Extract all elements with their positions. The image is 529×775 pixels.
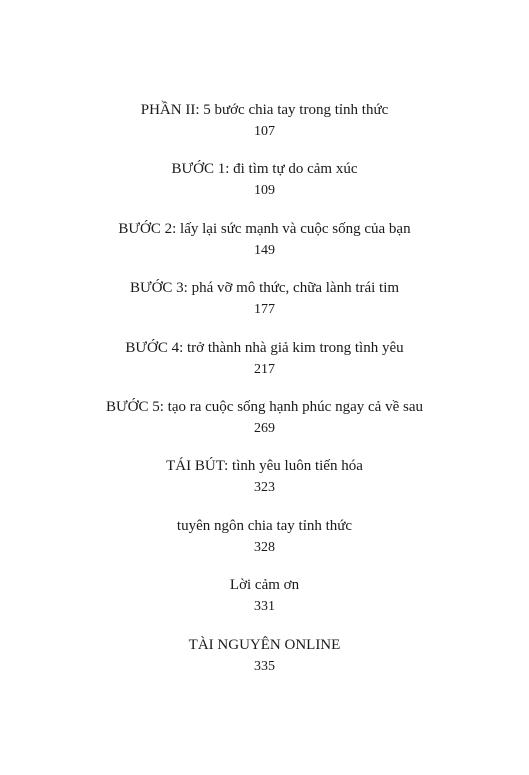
toc-entry-page: 177 <box>254 302 275 318</box>
toc-entry-title: BƯỚC 4: trở thành nhà giả kim trong tình yêu <box>125 339 404 356</box>
toc-entry <box>0 100 529 159</box>
toc-entry-title: TÁI BÚT: tình yêu luôn tiến hóa <box>166 458 363 475</box>
toc-entry <box>0 278 529 337</box>
toc-entry-title: BƯỚC 2: lấy lại sức mạnh và cuộc sống của bạn <box>118 220 411 237</box>
toc-entry-page: 331 <box>254 599 275 615</box>
toc-entry <box>0 219 529 278</box>
toc-entry-page: 328 <box>254 539 275 555</box>
toc-entry <box>0 338 529 397</box>
toc-entry-title: PHẦN II: 5 bước chia tay trong tỉnh thức <box>140 102 389 118</box>
toc-entry-page: 109 <box>254 183 275 199</box>
toc-entry-page: 149 <box>254 242 275 258</box>
toc-entry-page: 269 <box>254 420 275 436</box>
toc-entry-title: tuyên ngôn chia tay tỉnh thức <box>176 517 353 534</box>
toc-entry <box>0 575 529 634</box>
toc-entry-page: 217 <box>254 361 275 377</box>
toc-entry-title: Lời cảm ơn <box>229 577 300 594</box>
toc-entry <box>0 516 529 575</box>
toc-entry-title: BƯỚC 1: đi tìm tự do cảm xúc <box>171 161 358 178</box>
toc-entry-title: TÀI NGUYÊN ONLINE <box>188 636 341 653</box>
toc-entry <box>0 159 529 218</box>
toc-entry <box>0 635 529 694</box>
toc-entry-page: 323 <box>254 480 275 496</box>
toc-entry-page: 107 <box>254 124 275 139</box>
table-of-contents <box>0 100 529 694</box>
toc-entry-page: 335 <box>254 658 275 674</box>
toc-entry-title: BƯỚC 5: tạo ra cuộc sống hạnh phúc ngay cả về sau <box>106 398 423 415</box>
toc-entry-title: BƯỚC 3: phá vỡ mô thức, chữa lành trái tim <box>129 280 400 297</box>
toc-entry <box>0 456 529 515</box>
toc-entry <box>0 397 529 456</box>
